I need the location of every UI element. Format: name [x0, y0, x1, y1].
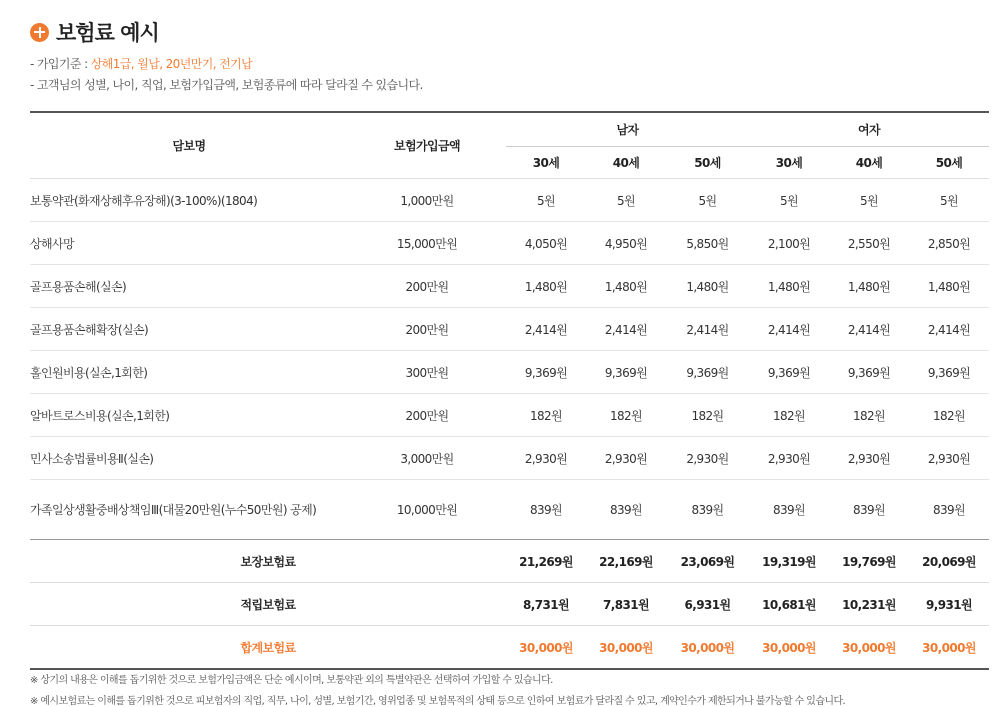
premium-cell: 1,480원 [666, 265, 749, 308]
criteria-line [30, 55, 252, 72]
coverage-name: 민사소송법률비용Ⅱ(실손) [30, 437, 348, 480]
table-summary [30, 540, 989, 670]
header-female: 여자 [749, 112, 989, 147]
header-age: 30세 [749, 147, 829, 179]
coverage-name: 알바트로스비용(실손,1회한) [30, 394, 348, 437]
coverage-amount: 1,000만원 [348, 179, 506, 222]
premium-cell: 2,414원 [909, 308, 989, 351]
coverage-amount: 300만원 [348, 351, 506, 394]
premium-cell: 9,369원 [586, 351, 666, 394]
premium-cell: 5원 [749, 179, 829, 222]
criteria-value: 상해1급, 월납, 20년만기, 전기납 [90, 57, 253, 71]
header-male: 남자 [506, 112, 749, 147]
coverage-amount: 10,000만원 [348, 480, 506, 540]
premium-cell: 9,369원 [829, 351, 909, 394]
header-age: 40세 [829, 147, 909, 179]
table-row [30, 351, 989, 394]
coverage-amount: 200만원 [348, 394, 506, 437]
summary-cell: 23,069원 [666, 540, 749, 583]
summary-cell: 8,731원 [506, 583, 586, 626]
premium-cell: 4,050원 [506, 222, 586, 265]
premium-cell: 2,414원 [586, 308, 666, 351]
premium-cell: 2,100원 [749, 222, 829, 265]
summary-cell: 21,269원 [506, 540, 586, 583]
premium-cell: 5원 [909, 179, 989, 222]
premium-table [30, 111, 989, 670]
premium-cell: 5원 [666, 179, 749, 222]
premium-cell: 9,369원 [909, 351, 989, 394]
coverage-name: 가족일상생활중배상책임Ⅲ(대물20만원(누수50만원) 공제) [30, 480, 348, 540]
summary-label: 합계보험료 [30, 626, 506, 670]
premium-cell: 839원 [506, 480, 586, 540]
summary-row [30, 626, 989, 670]
page-title: 보험료 예시 [56, 21, 159, 45]
premium-cell: 5원 [506, 179, 586, 222]
criteria-prefix: - 가입기준 : [30, 57, 91, 71]
summary-cell: 30,000원 [506, 626, 586, 670]
premium-cell: 2,930원 [586, 437, 666, 480]
coverage-amount: 15,000만원 [348, 222, 506, 265]
summary-label: 적립보험료 [30, 583, 506, 626]
premium-cell: 2,414원 [749, 308, 829, 351]
premium-cell: 2,850원 [909, 222, 989, 265]
summary-cell: 9,931원 [909, 583, 989, 626]
premium-cell: 5,850원 [666, 222, 749, 265]
coverage-name: 상해사망 [30, 222, 348, 265]
summary-cell: 30,000원 [586, 626, 666, 670]
premium-cell: 839원 [586, 480, 666, 540]
premium-cell: 2,930원 [909, 437, 989, 480]
table-row [30, 179, 989, 222]
summary-cell: 30,000원 [829, 626, 909, 670]
premium-cell: 182원 [586, 394, 666, 437]
premium-cell: 182원 [829, 394, 909, 437]
premium-cell: 182원 [506, 394, 586, 437]
premium-cell: 839원 [909, 480, 989, 540]
plus-circle-icon [30, 23, 49, 42]
header-coverage: 담보명 [30, 112, 348, 179]
header-age: 50세 [666, 147, 749, 179]
criteria-subnote: - 고객님의 성별, 나이, 직업, 보험가입금액, 보험종류에 따라 달라질 수 있습니다. [30, 78, 423, 92]
coverage-amount: 3,000만원 [348, 437, 506, 480]
premium-cell: 2,550원 [829, 222, 909, 265]
premium-cell: 182원 [749, 394, 829, 437]
summary-cell: 30,000원 [666, 626, 749, 670]
premium-cell: 839원 [749, 480, 829, 540]
summary-cell: 6,931원 [666, 583, 749, 626]
table-header [30, 112, 989, 179]
premium-cell: 9,369원 [749, 351, 829, 394]
premium-cell: 1,480원 [506, 265, 586, 308]
header-age: 50세 [909, 147, 989, 179]
summary-cell: 19,769원 [829, 540, 909, 583]
header-age: 40세 [586, 147, 666, 179]
coverage-name: 골프용품손해(실손) [30, 265, 348, 308]
premium-cell: 5원 [586, 179, 666, 222]
summary-cell: 7,831원 [586, 583, 666, 626]
footnote: ※ 상기의 내용은 이해를 돕기위한 것으로 보험가입금액은 단순 예시이며, 보통약관 외의 특별약관은 선택하여 가입할 수 있습니다. [30, 675, 553, 686]
summary-cell: 30,000원 [749, 626, 829, 670]
footnote: ※ 예시보험료는 이해를 돕기위한 것으로 피보험자의 직업, 직무, 나이, 성별, 보험기간, 영위업종 및 보험목적의 상태 등으로 인하여 보험료가 달라질 수 있고, 계약인수가 제한되거나 불가능할 수 있습니다. [30, 696, 846, 707]
summary-cell: 30,000원 [909, 626, 989, 670]
table-row [30, 437, 989, 480]
coverage-amount: 200만원 [348, 265, 506, 308]
table-row [30, 265, 989, 308]
premium-cell: 2,930원 [749, 437, 829, 480]
premium-cell: 2,414원 [666, 308, 749, 351]
premium-cell: 2,414원 [506, 308, 586, 351]
summary-cell: 19,319원 [749, 540, 829, 583]
table-row [30, 394, 989, 437]
premium-cell: 1,480원 [829, 265, 909, 308]
premium-cell: 2,414원 [829, 308, 909, 351]
premium-cell: 839원 [666, 480, 749, 540]
summary-label: 보장보험료 [30, 540, 506, 583]
header-age: 30세 [506, 147, 586, 179]
coverage-name: 골프용품손해확장(실손) [30, 308, 348, 351]
premium-cell: 182원 [909, 394, 989, 437]
title-row [30, 17, 159, 47]
summary-cell: 22,169원 [586, 540, 666, 583]
premium-cell: 2,930원 [506, 437, 586, 480]
table-row [30, 480, 989, 540]
premium-cell: 1,480원 [909, 265, 989, 308]
premium-cell: 9,369원 [666, 351, 749, 394]
coverage-amount: 200만원 [348, 308, 506, 351]
premium-cell: 5원 [829, 179, 909, 222]
coverage-name: 홀인원비용(실손,1회한) [30, 351, 348, 394]
premium-cell: 2,930원 [666, 437, 749, 480]
summary-row [30, 583, 989, 626]
premium-cell: 839원 [829, 480, 909, 540]
summary-cell: 10,231원 [829, 583, 909, 626]
table-row [30, 222, 989, 265]
table-body [30, 179, 989, 540]
summary-cell: 10,681원 [749, 583, 829, 626]
premium-cell: 182원 [666, 394, 749, 437]
coverage-name: 보통약관(화재상해후유장해)(3-100%)(1804) [30, 179, 348, 222]
table-row [30, 308, 989, 351]
header-amount: 보험가입금액 [348, 112, 506, 179]
premium-cell: 1,480원 [749, 265, 829, 308]
premium-cell: 1,480원 [586, 265, 666, 308]
premium-cell: 4,950원 [586, 222, 666, 265]
premium-cell: 2,930원 [829, 437, 909, 480]
summary-cell: 20,069원 [909, 540, 989, 583]
summary-row [30, 540, 989, 583]
premium-cell: 9,369원 [506, 351, 586, 394]
